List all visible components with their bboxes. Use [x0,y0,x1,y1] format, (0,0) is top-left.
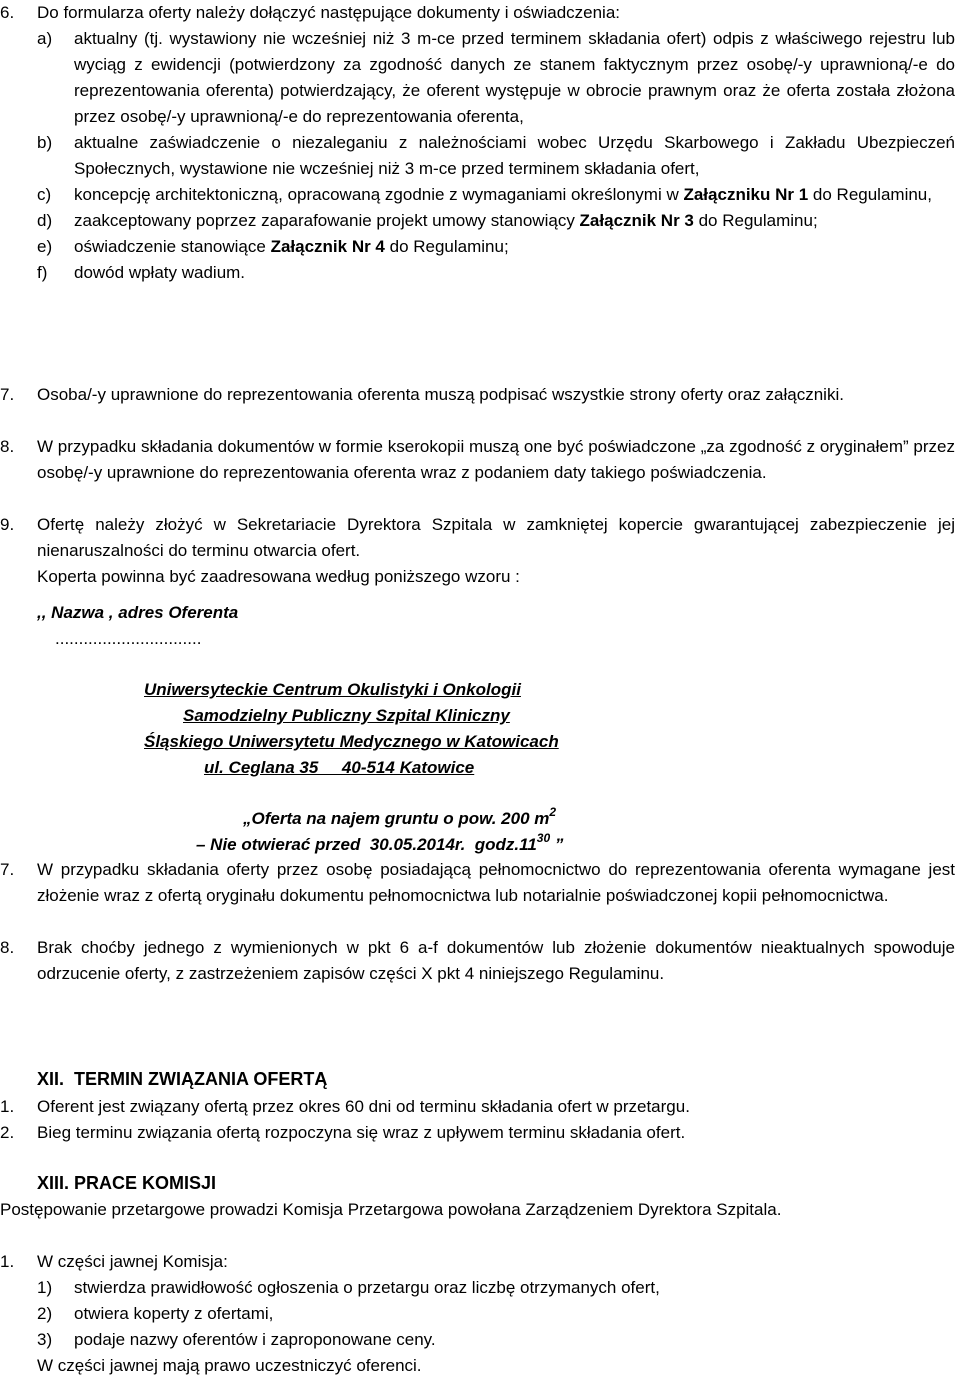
envelope-address-line-1: Uniwersyteckie Centrum Okulistyki i Onkologii [144,680,521,699]
section-xii-heading: XII. TERMIN ZWIĄZANIA OFERTĄ [37,1069,328,1089]
list-item-a: a) aktualny (tj. wystawiony nie wcześniej niż 3 m-ce przed terminem składania ofert) odpis z właściwego rejestru lub wyciąg z ewidencji (potwierdzony za zgodność danych ze stanem faktycznym przez osobę/-y uprawnioną/-e do reprezentowania oferenta) potwierdzający, że oferent występuje w obrocie prawnym oraz że oferta została złożona przez osobę/-y uprawnioną/-e do reprezentowania oferenta, [37,29,955,126]
envelope-address-line-3: Śląskiego Uniwersytetu Medycznego w Katowicach [144,732,559,751]
section-xii-item-1: 1. Oferent jest związany ofertą przez okres 60 dni od terminu składania ofert w przetargu. [0,1097,690,1116]
list-item-c: c) koncepcję architektoniczną, opracowaną zgodnie z wymaganiami określonymi w Załączniku Nr 1 do Regulaminu, [37,185,932,204]
envelope-dots: ............................... [55,629,202,648]
section-xiii-closing: W części jawnej mają prawo uczestniczyć oferenci. [37,1356,422,1375]
point-7-second: 7. W przypadku składania oferty przez osobę posiadającą pełnomocnictwo do reprezentowania oferenta wymagane jest złożenie wraz z ofertą oryginału dokumentu pełnomocnictwa lub notarialnie poświadczonej kopii pełnomocnictwa. [0,860,955,905]
envelope-offer-line: „Oferta na najem gruntu o pow. 200 $m^2$ [243,805,557,828]
point-8: 8. W przypadku składania dokumentów w formie kserokopii muszą one być poświadczone „za zgodność z oryginałem” przez osobę/-y uprawnione do reprezentowania oferenta wraz z podaniem daty takiego poświadczenia. [0,437,955,482]
section-xiii-heading: XIII. PRACE KOMISJI [37,1173,217,1193]
point-text: Do formularza oferty należy dołączyć następujące dokumenty i oświadczenia: [37,3,621,22]
envelope-sender: ,, Nazwa , adres Oferenta [37,603,239,622]
point-8-second: 8. Brak choćby jednego z wymienionych w pkt 6 a-f dokumentów lub złożenie dokumentów nieaktualnych spowoduje odrzucenie oferty, z zastrzeżeniem zapisów części X pkt 4 niniejszego Regulaminu. [0,938,955,983]
point-6 [0,0,955,26]
point-number: 6. [0,3,15,22]
section-xiii-intro: Postępowanie przetargowe prowadzi Komisja Przetargowa powołana Zarządzeniem Dyrektora Szpitala. [0,1200,782,1219]
section-xiii-item-1: 1. W części jawnej Komisja: [0,1252,228,1271]
list-item-f: f) dowód wpłaty wadium. [37,263,246,282]
envelope-do-not-open: – Nie otwierać przed 30.05.2014r. $godz.11^{30}$ ” [196,831,564,854]
point-9: 9. Ofertę należy złożyć w Sekretariacie Dyrektora Szpitala w zamkniętej kopercie gwarantującej zabezpieczenie jej nienaruszalności do terminu otwarcia ofert. Koperta powinna być zaadresowana według poniższego wzoru : [0,515,955,586]
envelope-address-line-4: ul. Ceglana 35 40-514 Katowice [204,758,475,777]
section-xiii-sub-1: 1) stwierdza prawidłowość ogłoszenia o przetargu oraz liczbę otrzymanych ofert, [37,1278,660,1297]
section-xiii-sub-2: 2) otwiera koperty z ofertami, [37,1304,274,1323]
section-xiii-sub-3: 3) podaje nazwy oferentów i zaproponowane ceny. [37,1330,436,1349]
point-7: 7. Osoba/-y uprawnione do reprezentowania oferenta muszą podpisać wszystkie strony oferty oraz załączniki. [0,385,844,404]
point-6-list [37,26,955,286]
list-item-b: b) aktualne zaświadczenie o niezaleganiu z należnościami wobec Urzędu Skarbowego i Zakładu Ubezpieczeń Społecznych, wystawione nie wcześniej niż 3 m-ce przed terminem składania ofert, [37,133,955,178]
envelope-address-line-2: Samodzielny Publiczny Szpital Kliniczny [183,706,510,725]
list-item-d: d) zaakceptowany poprzez zaparafowanie projekt umowy stanowiący Załącznik Nr 3 do Regulaminu; [37,211,818,230]
list-item-e: e) oświadczenie stanowiące Załącznik Nr 4 do Regulaminu; [37,237,509,256]
section-xii-item-2: 2. Bieg terminu związania ofertą rozpoczyna się wraz z upływem terminu składania ofert. [0,1123,686,1142]
